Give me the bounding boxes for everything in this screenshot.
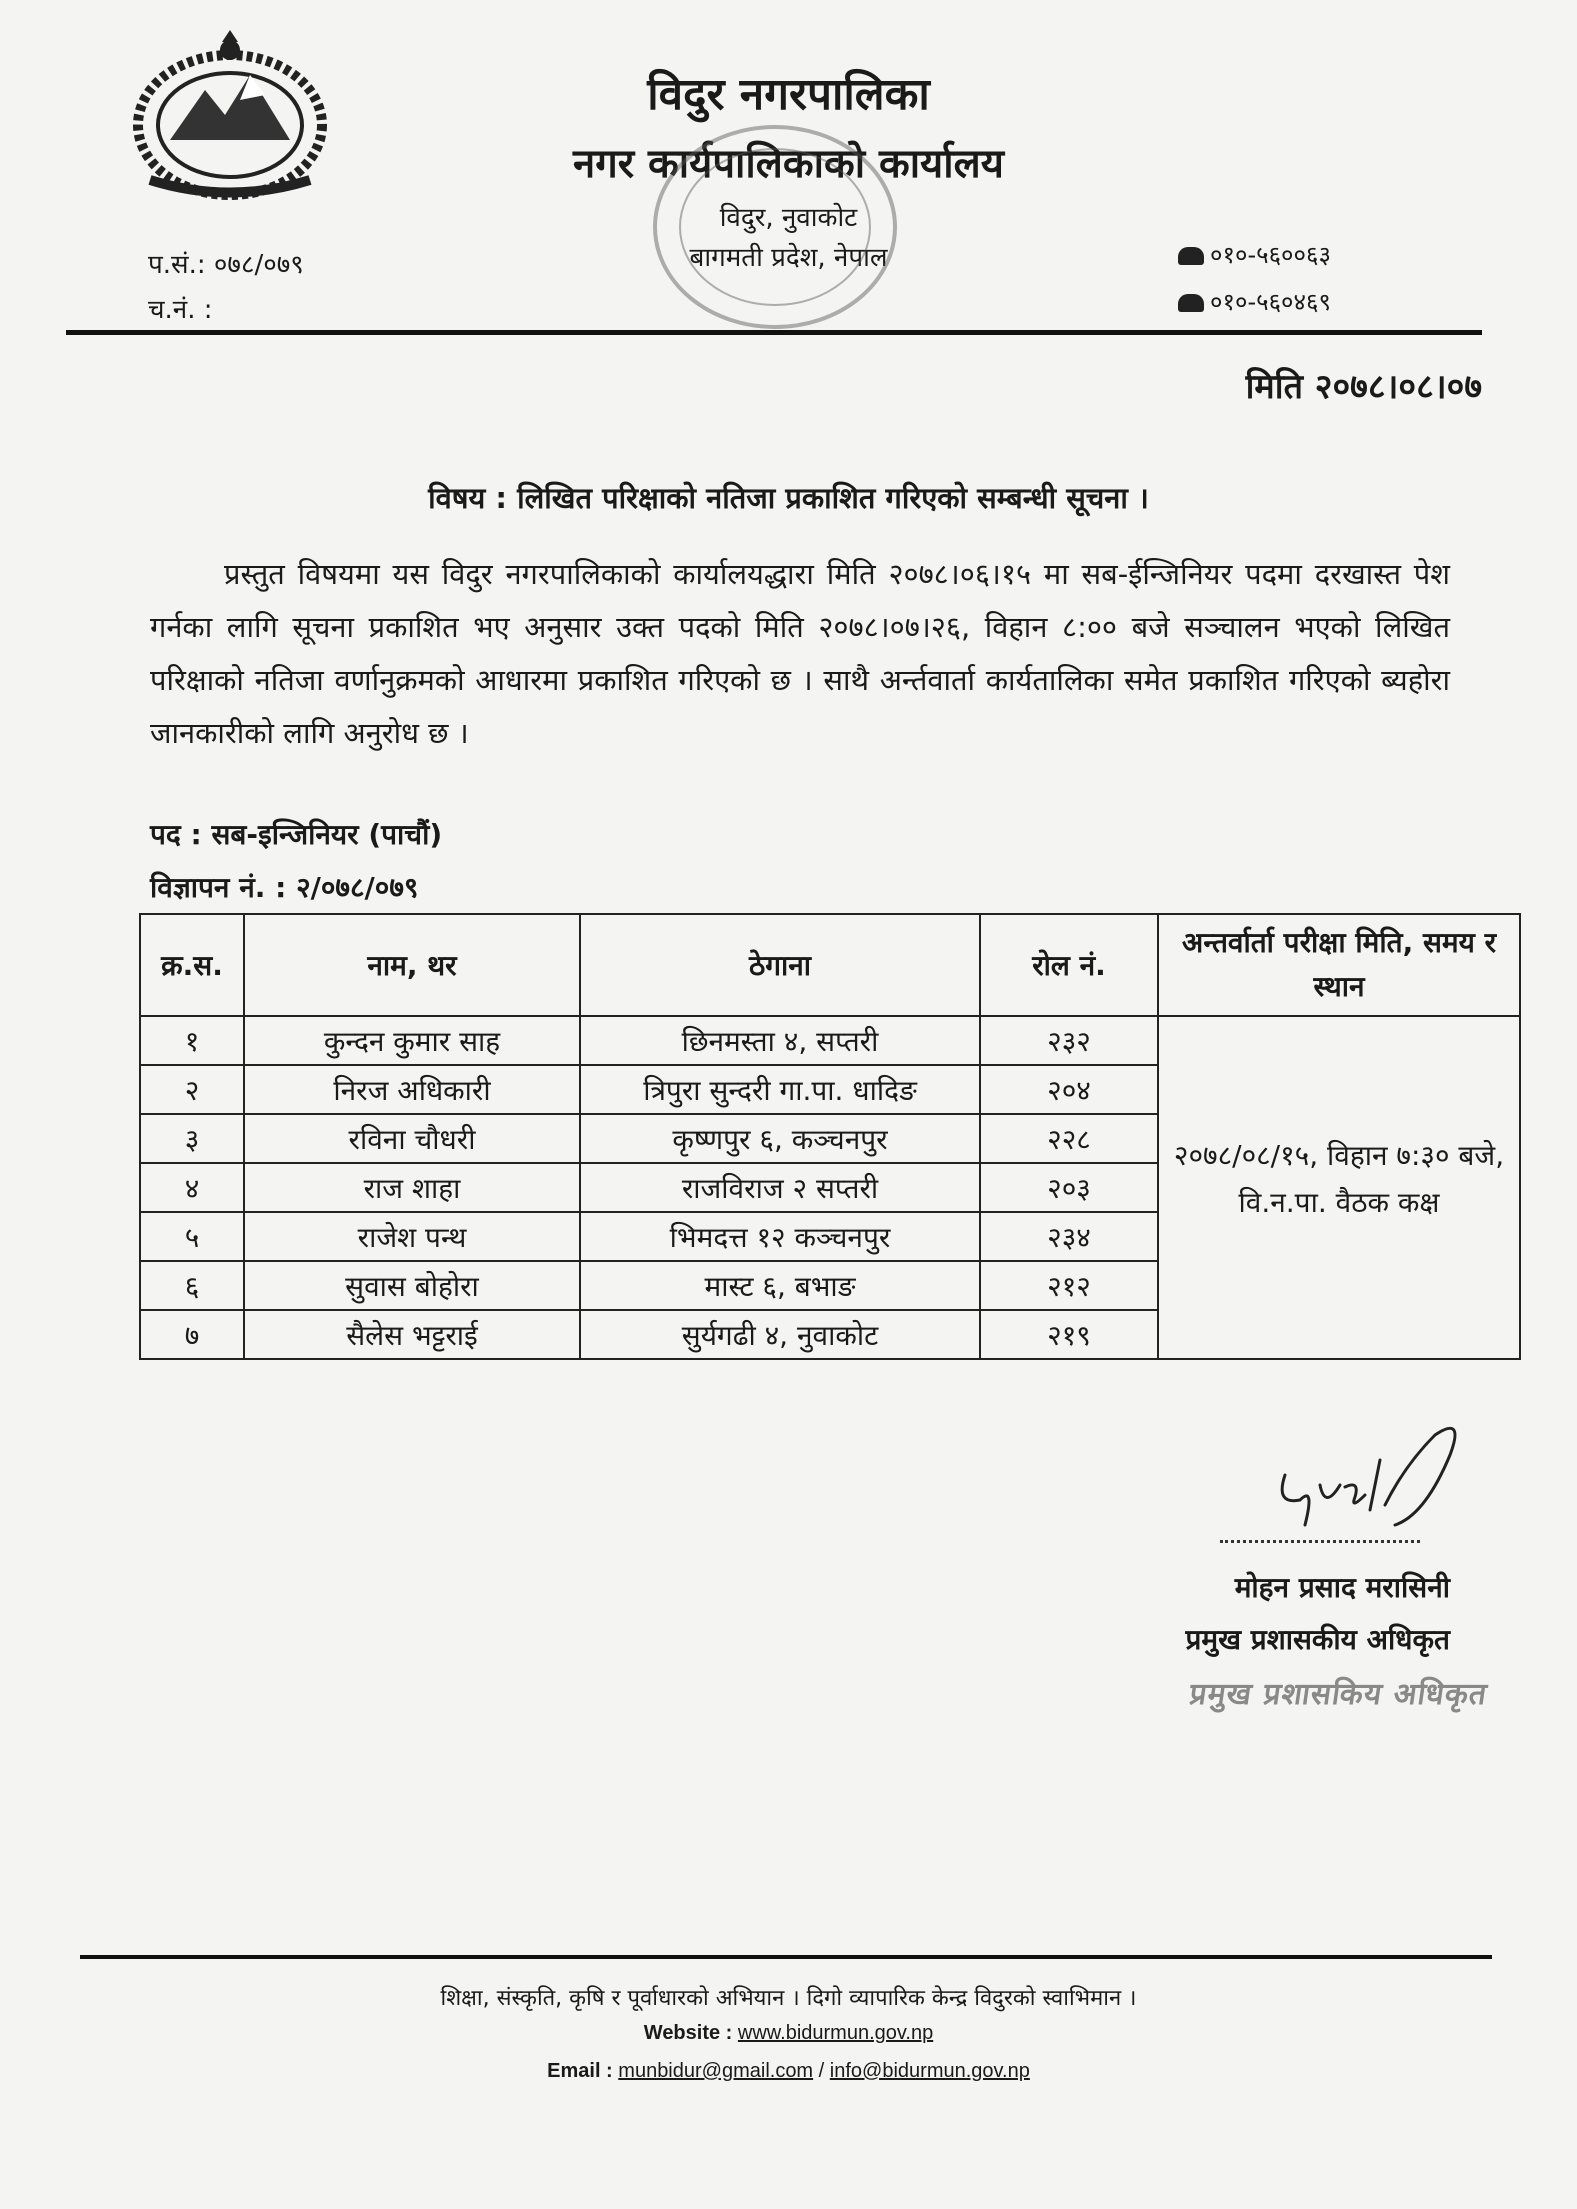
interview-schedule: २०७८/०८/१५, विहान ७:३० बजे, वि.न.पा. वैठक कक्ष [1158, 1016, 1520, 1359]
office-stamp [620, 112, 930, 342]
footer-email [0, 2060, 1577, 2083]
signature-line [1220, 1540, 1420, 1543]
results-table [139, 913, 1521, 1360]
cell-address: भिमदत्त १२ कञ्चनपुर [580, 1212, 980, 1261]
website-link[interactable]: www.bidurmun.gov.np [737, 2022, 934, 2044]
notice-body: प्रस्तुत विषयमा यस विदुर नगरपालिकाको कार्यालयद्धारा मिति २०७८।०६।१५ मा सब-ईन्जिनियर पदमा दरखास्त पेश गर्नका लागि सूचना प्रकाशित भए अनुसार उक्त पदको मिति २०७८।०७।२६, विहान ८:०० बजे सञ्चालन भएको लिखित परिक्षाको नतिजा वर्णानुक्रमको आधारमा प्रकाशित गरिएको छ । साथै अर्न्तवार्ता कार्यतालिका समेत प्रकाशित गरिएको ब्यहोरा जानकारीको लागि अनुरोध छ । [150, 557, 1450, 750]
website-label: Website : [643, 2022, 733, 2044]
subject-line: विषय : लिखित परिक्षाको नतिजा प्रकाशित गरिएको सम्बन्धी सूचना । [428, 481, 1149, 515]
cell-sn: ७ [140, 1310, 244, 1359]
dispatch-number: च.नं. : [148, 295, 213, 325]
cell-name: निरज अधिकारी [244, 1065, 580, 1114]
table-header-row [140, 914, 1520, 1016]
cell-sn: २ [140, 1065, 244, 1114]
phone-1-text: ०१०-५६००६३ [1210, 241, 1331, 269]
office-subtitle: नगर कार्यपालिकाको कार्यालय [573, 141, 1004, 187]
header-divider [66, 330, 1482, 335]
footer-website [0, 2022, 1577, 2045]
cell-roll: २०४ [980, 1065, 1158, 1114]
footer-slogan: शिक्षा, संस्कृति, कृषि र पूर्वाधारको अभियान । दिगो व्यापारिक केन्द्र विदुरको स्वाभिमान । [440, 1986, 1137, 2011]
header-roll: रोल नं. [980, 914, 1158, 1016]
cell-roll: २३४ [980, 1212, 1158, 1261]
email-link-1[interactable]: munbidur@gmail.com [618, 2060, 814, 2082]
signer-title: प्रमुख प्रशासकीय अधिकृत [1185, 1623, 1450, 1656]
phone-number-1 [1178, 238, 1331, 271]
cell-sn: १ [140, 1016, 244, 1065]
telephone-icon [1178, 294, 1204, 312]
office-address-line1: विदुर, नुवाकोट [719, 203, 858, 233]
table-row [140, 1016, 1520, 1065]
reference-number: प.सं.: ०७८/०७९ [148, 250, 304, 280]
document-date: मिति २०७८।०८।०७ [1245, 367, 1482, 407]
office-name: विदुर नगरपालिका [647, 69, 930, 120]
cell-name: कुन्दन कुमार साह [244, 1016, 580, 1065]
email-separator: / [818, 2060, 825, 2082]
cell-roll: २१२ [980, 1261, 1158, 1310]
footer-divider [80, 1955, 1492, 1959]
cell-name: रविना चौधरी [244, 1114, 580, 1163]
signer-name: मोहन प्रसाद मरासिनी [1234, 1571, 1450, 1604]
telephone-icon [1178, 247, 1204, 265]
cell-sn: ४ [140, 1163, 244, 1212]
cell-roll: २१९ [980, 1310, 1158, 1359]
post-title: पद : सब-इन्जिनियर (पाचौं) [150, 818, 443, 851]
cell-address: त्रिपुरा सुन्दरी गा.पा. धादिङ [580, 1065, 980, 1114]
cell-name: राज शाहा [244, 1163, 580, 1212]
advertisement-number: विज्ञापन नं. : २/०७८/०७९ [150, 871, 419, 904]
header-sn: क्र.स. [140, 914, 244, 1016]
cell-roll: २०३ [980, 1163, 1158, 1212]
email-link-2[interactable]: info@bidurmun.gov.np [829, 2060, 1030, 2082]
email-label: Email : [547, 2060, 613, 2082]
cell-address: छिनमस्ता ४, सप्तरी [580, 1016, 980, 1065]
designation-seal: प्रमुख प्रशासकिय अधिकृत [1186, 1677, 1490, 1712]
cell-sn: ६ [140, 1261, 244, 1310]
cell-sn: ५ [140, 1212, 244, 1261]
cell-roll: २२८ [980, 1114, 1158, 1163]
phone-2-text: ०१०-५६०४६९ [1210, 288, 1331, 316]
cell-name: सुवास बोहोरा [244, 1261, 580, 1310]
phone-number-2 [1178, 285, 1331, 318]
cell-address: राजविराज २ सप्तरी [580, 1163, 980, 1212]
header-name: नाम, थर [244, 914, 580, 1016]
cell-address: कृष्णपुर ६, कञ्चनपुर [580, 1114, 980, 1163]
cell-name: सैलेस भट्टराई [244, 1310, 580, 1359]
header-address: ठेगाना [580, 914, 980, 1016]
cell-address: सुर्यगढी ४, नुवाकोट [580, 1310, 980, 1359]
header-interview: अन्तर्वार्ता परीक्षा मिति, समय र स्थान [1158, 914, 1520, 1016]
handwritten-signature [1265, 1415, 1495, 1555]
cell-address: मास्ट ६, बभाङ [580, 1261, 980, 1310]
cell-roll: २३२ [980, 1016, 1158, 1065]
cell-name: राजेश पन्थ [244, 1212, 580, 1261]
office-address-line2: बागमती प्रदेश, नेपाल [689, 243, 888, 273]
cell-sn: ३ [140, 1114, 244, 1163]
